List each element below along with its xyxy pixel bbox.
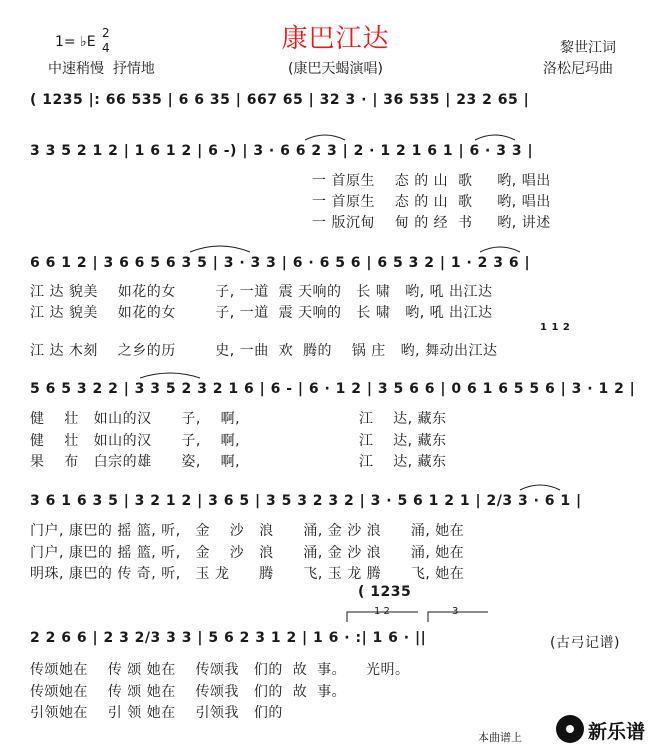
lyric-line: 一 首原生 态 的 山 歌 哟, 唱出: [312, 173, 551, 189]
notation-line: 3 6 1 6 3 5 | 3 2 1 2 | 3 6 5 | 3 5 3 2 3 2 | 3 · 5 6 1 2 1 | 2/3 3 · 6 1 |: [30, 493, 582, 509]
notation-line: 6 6 1 2 | 3 6 6 5 6 3 5 | 3 · 3 3 | 6 · 6 5 6 | 6 5 3 2 | 1 · 2 3 6 |: [30, 255, 531, 271]
lyric-line: 一 版沉甸 甸 的 经 书 哟, 讲述: [312, 215, 551, 231]
lyric-line: 健 壮 如山的汉 子, 啊, 江 达, 藏东: [30, 433, 447, 449]
lyric-line: 健 壮 如山的汉 子, 啊, 江 达, 藏东: [30, 411, 447, 427]
lyric-line: 江 达 貌美 如花的女 子, 一道 震 天响的 长 啸 哟, 吼 出江达: [30, 284, 493, 300]
page-subtitle: (康巴天蝎演唱): [288, 61, 383, 77]
notation-line: ( 1235 |: 66 535 | 6 6 35 | 667 65 | 32 3 · | 36 535 | 23 2 65 |: [30, 92, 530, 108]
notation-line: 5 6 5 3 2 2 | 3 3 5 2 3 2 1 6 | 6 - | 6 · 1 2 | 3 5 6 6 | 0 6 1 6 5 5 6 | 3 · 1 2 |: [30, 381, 636, 397]
lyric-line: 明珠, 康巴的 传 奇, 听, 玉 龙 腾 飞, 玉 龙 腾 飞, 她在: [30, 566, 465, 582]
repeat-intro-notes: ( 1235: [358, 584, 412, 600]
notation-line: 3 3 5 2 1 2 | 1 6 1 2 | 6 -) | 3 · 6 6 2 3 | 2 · 1 2 1 6 1 | 6 · 3 3 |: [30, 143, 534, 159]
lyric-line: 引领她在 引 领 她在 引领我 们的: [30, 705, 283, 721]
key-signature: 1= ♭E: [55, 34, 96, 50]
volta-2-label: 3: [452, 606, 459, 617]
lyric-line: 门户, 康巴的 摇 篮, 听, 金 沙 浪 涌, 金 沙 浪 涌, 她在: [30, 545, 465, 561]
site-logo: [556, 715, 666, 745]
lyric-line: 江 达 木刻 之乡的历 史, 一曲 欢 腾的 锅 庄 哟, 舞动出江达: [30, 343, 498, 359]
grace-notes: 1 1 2: [540, 322, 571, 333]
record-disc-icon: [556, 715, 584, 743]
footer-note: 本曲谱上: [478, 731, 522, 744]
lyric-line: 传颂她在 传 颂 她在 传颂我 们的 故 事。: [30, 684, 347, 700]
lyricist: 黎世江词: [560, 40, 616, 56]
page-title: 康巴江达: [281, 24, 390, 54]
lyric-line: 一 首原生 态 的 山 歌 哟, 唱出: [312, 194, 551, 210]
volta-1-label: 1 2: [374, 606, 390, 617]
lyric-line: 门户, 康巴的 摇 篮, 听, 金 沙 浪 涌, 金 沙 浪 涌, 她在: [30, 523, 465, 539]
lyric-line: 果 布 白宗的雄 姿, 啊, 江 达, 藏东: [30, 454, 447, 470]
logo-text: 新乐谱: [588, 721, 646, 743]
tempo-marking: 中速稍慢 抒情地: [48, 61, 155, 77]
time-signature-bottom: 4: [102, 41, 110, 55]
time-signature-top: 2: [102, 26, 110, 40]
lyric-line: 江 达 貌美 如花的女 子, 一道 震 天响的 长 啸 哟, 吼 出江达: [30, 305, 493, 321]
source-annotation: (古弓记谱): [550, 635, 620, 651]
notation-line: 2 2 6 6 | 2 3 2/3 3 3 | 5 6 2 3 1 2 | 1 6 · :| 1 6 · ||: [30, 630, 427, 646]
lyric-line: 传颂她在 传 颂 她在 传颂我 们的 故 事。 光明。: [30, 662, 410, 678]
composer: 洛松尼玛曲: [543, 61, 613, 77]
